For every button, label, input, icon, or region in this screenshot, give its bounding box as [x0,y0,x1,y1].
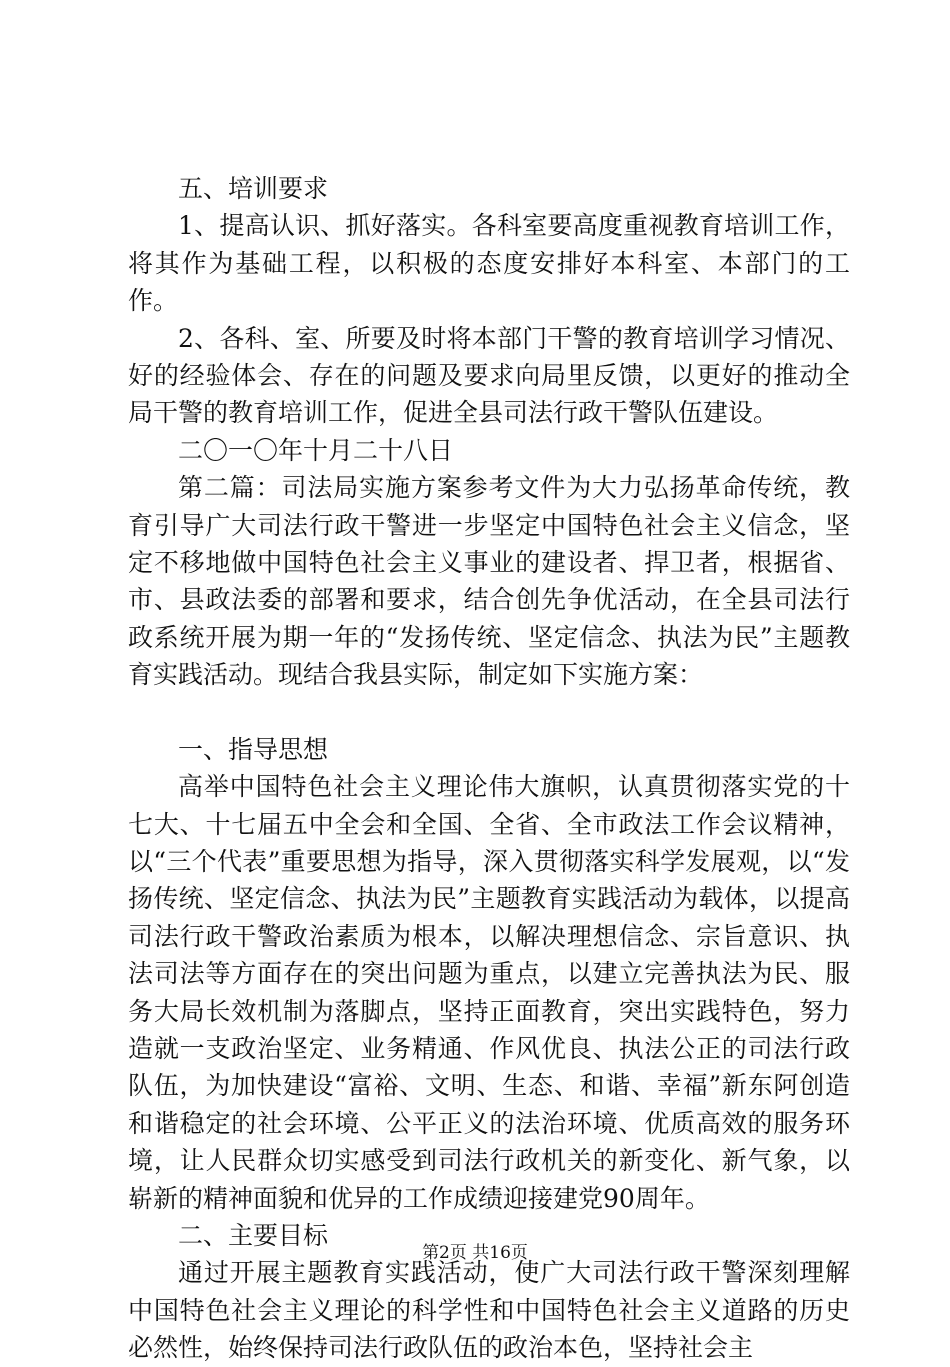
paragraph-item-2: 2、各科、室、所要及时将本部门干警的教育培训学习情况、好的经验体会、存在的问题及要求向局里反馈，以更好的推动全局干警的教育培训工作，促进全县司法行政干警队伍建设。 [128,323,850,428]
paragraph-spacer [128,694,850,731]
paragraph-second-article-intro: 第二篇：司法局实施方案参考文件为大力弘扬革命传统，教育引导广大司法行政干警进一步坚定中国特色社会主义信念，坚定不移地做中国特色社会主义事业的建设者、捍卫者，根据省、市、县政法委的部署和要求，结合创先争优活动，在全县司法行政系统开展为期一年的“发扬传统、坚定信念、执法为民”主题教育实践活动。现结合我县实际，制定如下实施方案： [128,473,850,690]
paragraph-guiding-ideology: 高举中国特色社会主义理论伟大旗帜，认真贯彻落实党的十七大、十七届五中全会和全国、全省、全市政法工作会议精神，以“三个代表”重要思想为指导，深入贯彻落实科学发展观，以“发扬传统、坚定信念、执法为民”主题教育实践活动为载体，以提高司法行政干警政治素质为根本，以解决理想信念、宗旨意识、执法司法等方面存在的突出问题为重点，以建立完善执法为民、服务大局长效机制为落脚点，坚持正面教育，突出实践特色，努力造就一支政治坚定、业务精通、作风优良、执法公正的司法行政队伍，为加快建设“富裕、文明、生态、和谐、幸福”新东阿创造和谐稳定的社会环境、公平正义的法治环境、优质高效的服务环境，让人民群众切实感受到司法行政机关的新变化、新气象，以崭新的精神面貌和优异的工作成绩迎接建党90周年。 [128,772,850,1213]
section-heading-guiding-ideology: 一、指导思想 [178,734,329,764]
paragraph-main-goals: 通过开展主题教育实践活动，使广大司法行政干警深刻理解中国特色社会主义理论的科学性和中国特色社会主义道路的历史必然性，始终保持司法行政队伍的政治本色，坚持社会主 [128,1258,850,1363]
section-heading-main-goals: 二、主要目标 [178,1220,329,1250]
page-number-footer: 第2页 共16页 [422,1243,528,1263]
section-heading-training-requirements: 五、培训要求 [178,174,329,203]
document-date: 二〇一〇年十月二十八日 [178,435,454,465]
document-body [128,170,850,1367]
paragraph-item-1: 1、提高认识、抓好落实。各科室要高度重视教育培训工作，将其作为基础工程，以积极的态度安排好本科室、本部门的工作。 [128,211,850,316]
